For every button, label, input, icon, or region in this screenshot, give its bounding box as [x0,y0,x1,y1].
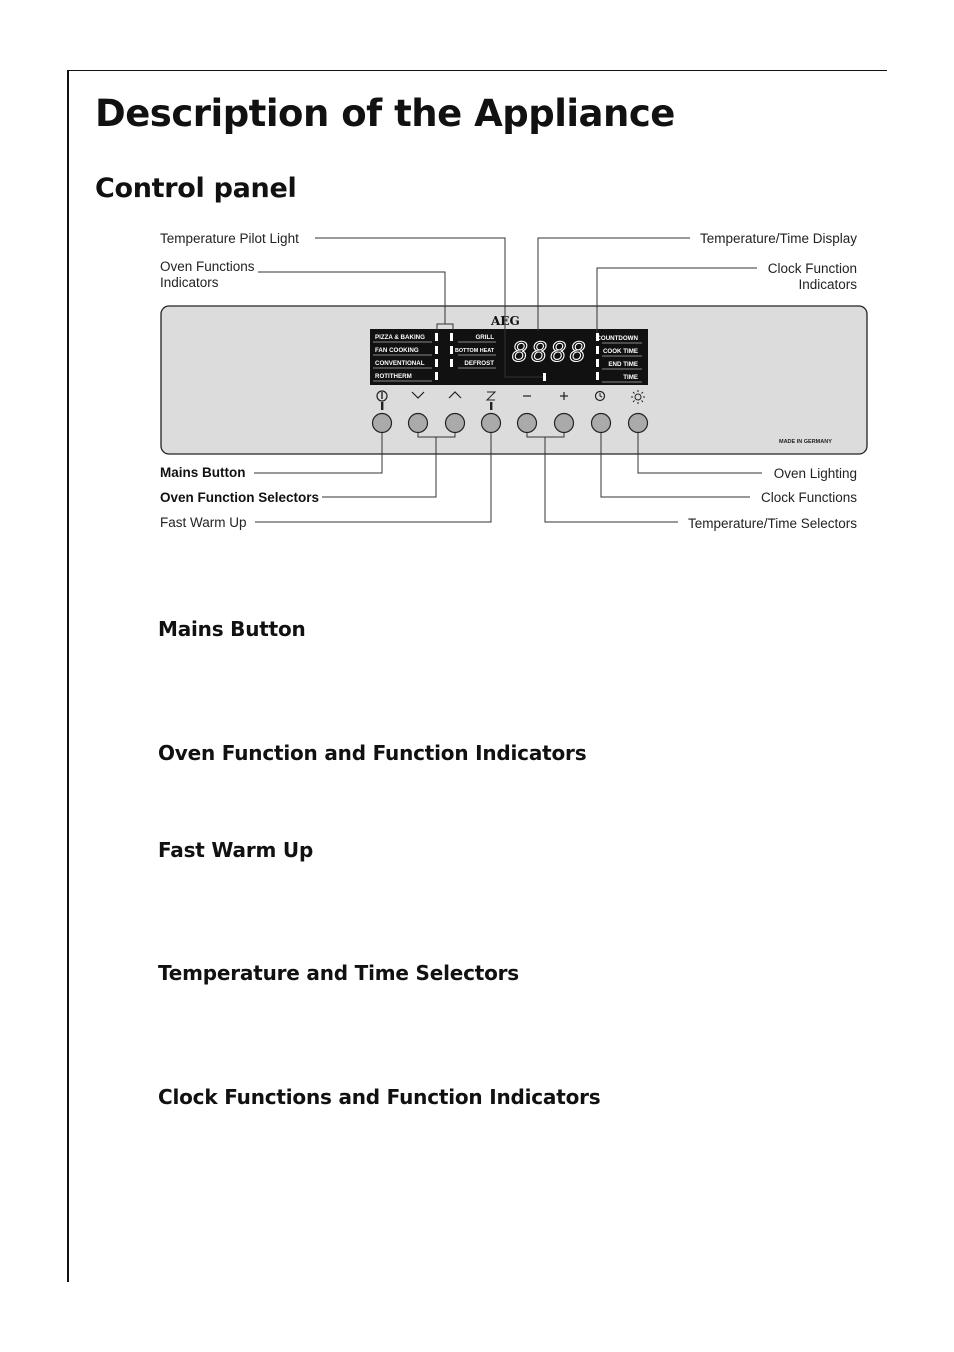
oven-lighting-button[interactable] [629,414,648,433]
temperature-pilot-light [543,373,546,381]
callout-fast-warm-up: Fast Warm Up [160,515,247,530]
function-down-button[interactable] [409,414,428,433]
section-temperature-time: Temperature and Time Selectors [158,961,520,985]
callout-clock-function-1: Clock Function [767,261,857,276]
function-up-button[interactable] [446,414,465,433]
indicator-led [596,359,599,367]
clock-functions-button[interactable] [592,414,611,433]
minus-button[interactable] [518,414,537,433]
indicator-led [596,346,599,354]
section-fast-warm-up: Fast Warm Up [158,838,314,862]
page-title: Description of the Appliance [95,92,675,135]
plus-button[interactable] [555,414,574,433]
clock-label: COOK TIME [602,348,638,355]
section-oven-function: Oven Function and Function Indicators [158,741,587,765]
indicator-led [450,333,453,341]
callout-oven-lighting: Oven Lighting [773,466,857,481]
callout-temperature-time-display: Temperature/Time Display [699,231,857,246]
function-label: PIZZA & BAKING [375,334,425,341]
control-panel-diagram [0,0,954,560]
section-clock-functions: Clock Functions and Function Indicators [158,1085,601,1109]
indicator-led [450,346,453,354]
indicator-led [435,346,438,354]
callout-oven-function-selectors: Oven Function Selectors [160,490,320,505]
clock-label: END TIME [608,361,638,368]
indicator-led [435,333,438,341]
indicator-led [435,359,438,367]
callout-temperature-time-selectors: Temperature/Time Selectors [687,516,857,531]
function-label: BOTTOM HEAT [454,348,494,354]
made-in-label: MADE IN GERMANY [779,439,832,445]
control-panel-heading: Control panel [95,173,297,204]
mains-button[interactable] [373,414,392,433]
callout-clock-functions: Clock Functions [760,490,857,505]
function-label: GRILL [475,334,494,341]
indicator-led [435,372,438,380]
clock-label: TIME [623,374,638,381]
indicator-led [450,359,453,367]
function-label: FAN COOKING [375,347,419,354]
indicator-led [596,372,599,380]
callout-clock-function-2: Indicators [798,277,857,292]
function-label: DEFROST [464,360,494,367]
section-mains-button: Mains Button [158,617,306,641]
function-label: CONVENTIONAL [375,360,425,367]
brand-logo: AEG [491,314,520,328]
callout-temperature-pilot-light: Temperature Pilot Light [160,231,299,246]
callout-oven-functions-1: Oven Functions [160,259,255,274]
callout-mains-button: Mains Button [160,465,246,480]
fast-warm-up-button[interactable] [482,414,501,433]
callout-oven-functions-2: Indicators [160,275,219,290]
function-label: ROTITHERM [375,373,412,380]
digit-readout: 8888 [512,337,590,368]
clock-label: COUNTDOWN [596,335,638,342]
